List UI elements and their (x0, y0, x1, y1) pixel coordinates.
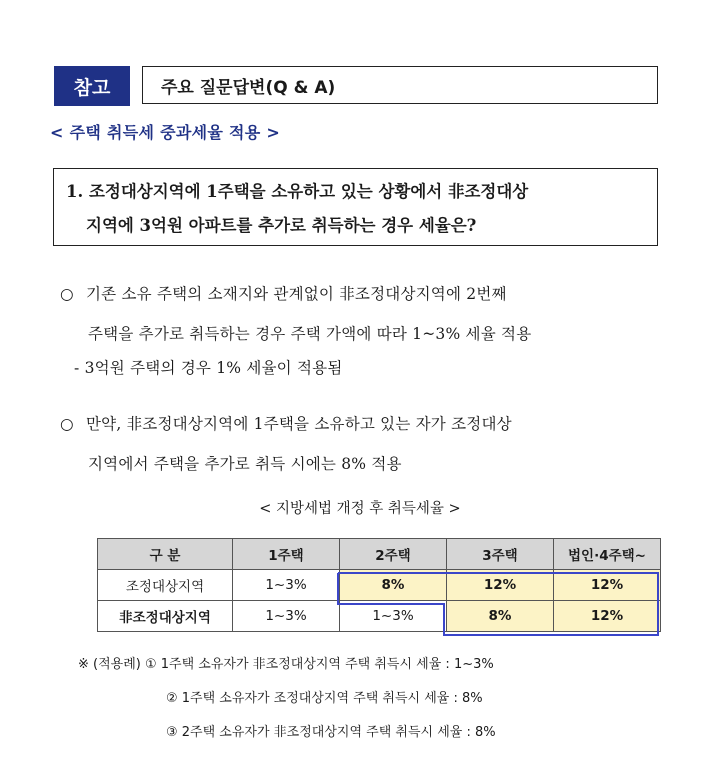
reference-badge: 참고 (54, 66, 130, 106)
circle-bullet-icon: ○ (60, 415, 74, 433)
answer-2-line-1: 만약, 非조정대상지역에 1주택을 소유하고 있는 자가 조정대상 (86, 415, 512, 433)
table-cell: 1~3% (340, 601, 447, 632)
table-cell: 12% (554, 570, 661, 601)
note-line-2: ② 1주택 소유자가 조정대상지역 주택 취득시 세율 : 8% (166, 691, 483, 706)
answer-1-line-1: 기존 소유 주택의 소재지와 관계없이 非조정대상지역에 2번째 (86, 285, 507, 303)
question-line-2: 지역에 3억원 아파트를 추가로 취득하는 경우 세율은? (86, 216, 477, 235)
header-title: 주요 질문답변(Q & A) (142, 66, 658, 104)
row-label: 조정대상지역 (98, 570, 233, 601)
circle-bullet-icon: ○ (60, 285, 74, 303)
answer-2-line-2: 지역에서 주택을 추가로 취득 시에는 8% 적용 (88, 455, 402, 473)
table-cell: 8% (340, 570, 447, 601)
header-1-house: 1주택 (233, 539, 340, 570)
question-line-1: 1. 조정대상지역에 1주택을 소유하고 있는 상황에서 非조정대상 (66, 182, 529, 201)
note-line-1: ※ (적용례) ① 1주택 소유자가 非조정대상지역 주택 취득시 세율 : 1~3% (78, 657, 494, 672)
table-cell: 12% (554, 601, 661, 632)
header-3-houses: 3주택 (447, 539, 554, 570)
highlight-outline-path (338, 573, 658, 635)
table-caption: < 지방세법 개정 후 취득세율 > (259, 501, 461, 517)
answer-dash-line: - 3억원 주택의 경우 1% 세율이 적용됨 (74, 359, 343, 377)
row-label: 非조정대상지역 (98, 601, 233, 632)
section-title: < 주택 취득세 중과세율 적용 > (50, 123, 281, 142)
table-cell: 1~3% (233, 601, 340, 632)
table-cell: 12% (447, 570, 554, 601)
answer-1-line-2: 주택을 추가로 취득하는 경우 주택 가액에 따라 1~3% 세율 적용 (88, 325, 532, 343)
table-cell: 1~3% (233, 570, 340, 601)
note-line-3: ③ 2주택 소유자가 非조정대상지역 주택 취득시 세율 : 8% (166, 725, 496, 740)
header-corp-4-houses: 법인·4주택~ (554, 539, 661, 570)
header-2-houses: 2주택 (340, 539, 447, 570)
table-cell: 8% (447, 601, 554, 632)
header-category: 구 분 (98, 539, 233, 570)
